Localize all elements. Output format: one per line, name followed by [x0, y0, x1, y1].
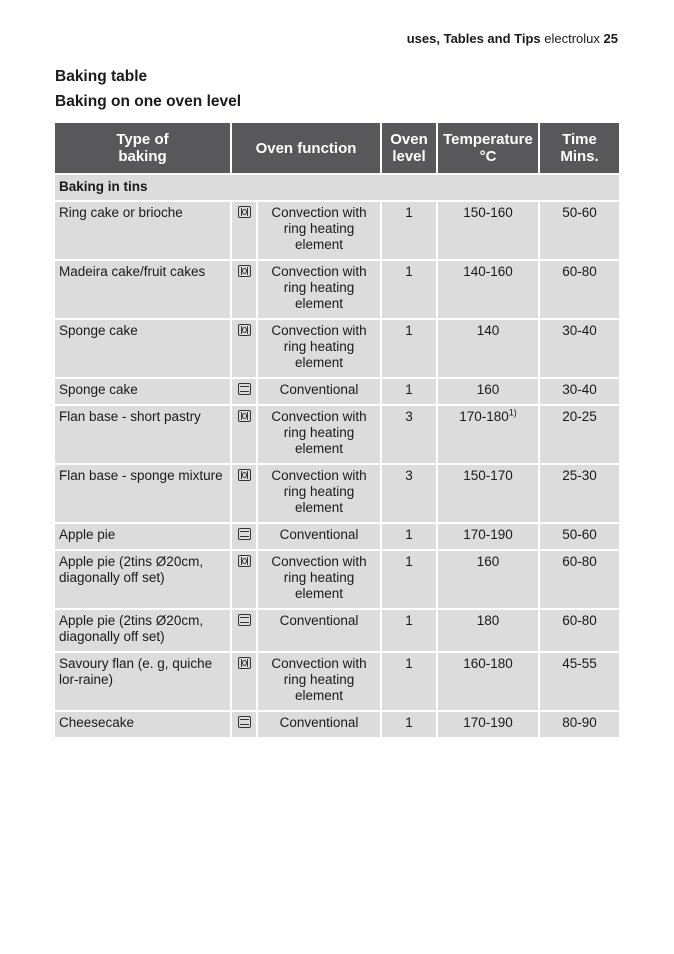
page-title: Baking table	[55, 68, 148, 85]
cell-level: 1	[381, 319, 437, 378]
cell-level: 1	[381, 523, 437, 550]
cell-icon	[231, 201, 257, 260]
cell-icon	[231, 260, 257, 319]
page-number: 25	[603, 31, 618, 46]
cell-time: 50-60	[539, 523, 619, 550]
table-row	[55, 201, 619, 260]
conventional-icon	[238, 383, 251, 395]
cell-type: Apple pie (2tins Ø20cm, diagonally off set)	[55, 609, 231, 652]
cell-icon	[231, 711, 257, 737]
cell-icon	[231, 464, 257, 523]
convection-ring-icon	[238, 206, 251, 218]
group-row	[55, 174, 619, 201]
cell-temperature	[437, 652, 539, 711]
temperature-value: 170-180	[459, 409, 509, 424]
cell-type: Savoury flan (e. g, quiche lor-raine)	[55, 652, 231, 711]
cell-temperature	[437, 201, 539, 260]
column-header-function: Oven function	[231, 123, 381, 174]
temperature-value: 170-190	[463, 715, 513, 730]
cell-time: 45-55	[539, 652, 619, 711]
table-header-row	[55, 123, 619, 174]
table-row	[55, 378, 619, 405]
convection-ring-icon	[238, 657, 251, 669]
cell-function: Convection with ring heating element	[257, 201, 381, 260]
temperature-value: 160	[476, 554, 500, 569]
cell-level: 1	[381, 201, 437, 260]
cell-level: 3	[381, 405, 437, 464]
cell-temperature	[437, 260, 539, 319]
temperature-value: 160-180	[463, 656, 513, 671]
cell-type: Ring cake or brioche	[55, 201, 231, 260]
cell-level: 1	[381, 550, 437, 609]
conventional-icon	[238, 528, 251, 540]
temperature-value: 170-190	[463, 527, 513, 542]
baking-table	[55, 123, 619, 737]
conventional-icon	[238, 614, 251, 626]
column-header-time: Time Mins.	[539, 123, 619, 174]
cell-icon	[231, 319, 257, 378]
cell-function: Convection with ring heating element	[257, 319, 381, 378]
cell-time: 30-40	[539, 319, 619, 378]
cell-icon	[231, 378, 257, 405]
cell-temperature	[437, 711, 539, 737]
table-row	[55, 711, 619, 737]
cell-function: Convection with ring heating element	[257, 405, 381, 464]
cell-time: 60-80	[539, 550, 619, 609]
group-label: Baking in tins	[55, 174, 619, 201]
cell-temperature	[437, 319, 539, 378]
cell-function: Conventional	[257, 378, 381, 405]
temperature-value: 150-160	[463, 205, 513, 220]
cell-type: Cheesecake	[55, 711, 231, 737]
cell-type: Flan base - sponge mixture	[55, 464, 231, 523]
cell-level: 1	[381, 378, 437, 405]
cell-level: 1	[381, 260, 437, 319]
cell-time: 60-80	[539, 609, 619, 652]
cell-type: Apple pie	[55, 523, 231, 550]
cell-temperature	[437, 609, 539, 652]
table-row	[55, 319, 619, 378]
cell-function: Conventional	[257, 609, 381, 652]
table-row	[55, 260, 619, 319]
cell-function: Convection with ring heating element	[257, 260, 381, 319]
cell-icon	[231, 652, 257, 711]
table-row	[55, 464, 619, 523]
cell-time: 20-25	[539, 405, 619, 464]
table-row	[55, 523, 619, 550]
cell-type: Flan base - short pastry	[55, 405, 231, 464]
brand-name: electrolux	[544, 31, 600, 46]
cell-time: 80-90	[539, 711, 619, 737]
temperature-value: 180	[476, 613, 500, 628]
cell-temperature	[437, 523, 539, 550]
cell-time: 50-60	[539, 201, 619, 260]
cell-time: 60-80	[539, 260, 619, 319]
cell-function: Conventional	[257, 523, 381, 550]
convection-ring-icon	[238, 555, 251, 567]
cell-type: Madeira cake/fruit cakes	[55, 260, 231, 319]
cell-function: Convection with ring heating element	[257, 464, 381, 523]
column-header-level: Oven level	[381, 123, 437, 174]
convection-ring-icon	[238, 469, 251, 481]
temperature-value: 160	[476, 382, 500, 397]
convection-ring-icon	[238, 265, 251, 277]
table-row	[55, 652, 619, 711]
footnote-marker: 1)	[508, 407, 517, 418]
cell-icon	[231, 523, 257, 550]
table-row	[55, 550, 619, 609]
column-header-temperature: Temperature °C	[437, 123, 539, 174]
cell-temperature	[437, 464, 539, 523]
cell-level: 1	[381, 711, 437, 737]
cell-level: 3	[381, 464, 437, 523]
page-header	[407, 31, 618, 46]
conventional-icon	[238, 716, 251, 728]
cell-level: 1	[381, 609, 437, 652]
cell-level: 1	[381, 652, 437, 711]
cell-icon	[231, 609, 257, 652]
table-row	[55, 405, 619, 464]
temperature-value: 140-160	[463, 264, 513, 279]
cell-type: Sponge cake	[55, 378, 231, 405]
temperature-value: 150-170	[463, 468, 513, 483]
temperature-value: 140	[476, 323, 500, 338]
cell-temperature	[437, 405, 539, 464]
table-row	[55, 609, 619, 652]
cell-icon	[231, 550, 257, 609]
cell-function: Convection with ring heating element	[257, 550, 381, 609]
cell-time: 25-30	[539, 464, 619, 523]
convection-ring-icon	[238, 410, 251, 422]
cell-time: 30-40	[539, 378, 619, 405]
cell-function: Convection with ring heating element	[257, 652, 381, 711]
convection-ring-icon	[238, 324, 251, 336]
cell-type: Sponge cake	[55, 319, 231, 378]
cell-temperature	[437, 378, 539, 405]
section-title: uses, Tables and Tips	[406, 31, 541, 46]
cell-function: Conventional	[257, 711, 381, 737]
cell-temperature	[437, 550, 539, 609]
page-subtitle: Baking on one oven level	[55, 93, 242, 110]
cell-icon	[231, 405, 257, 464]
column-header-type: Type of baking	[55, 123, 231, 174]
cell-type: Apple pie (2tins Ø20cm, diagonally off set)	[55, 550, 231, 609]
